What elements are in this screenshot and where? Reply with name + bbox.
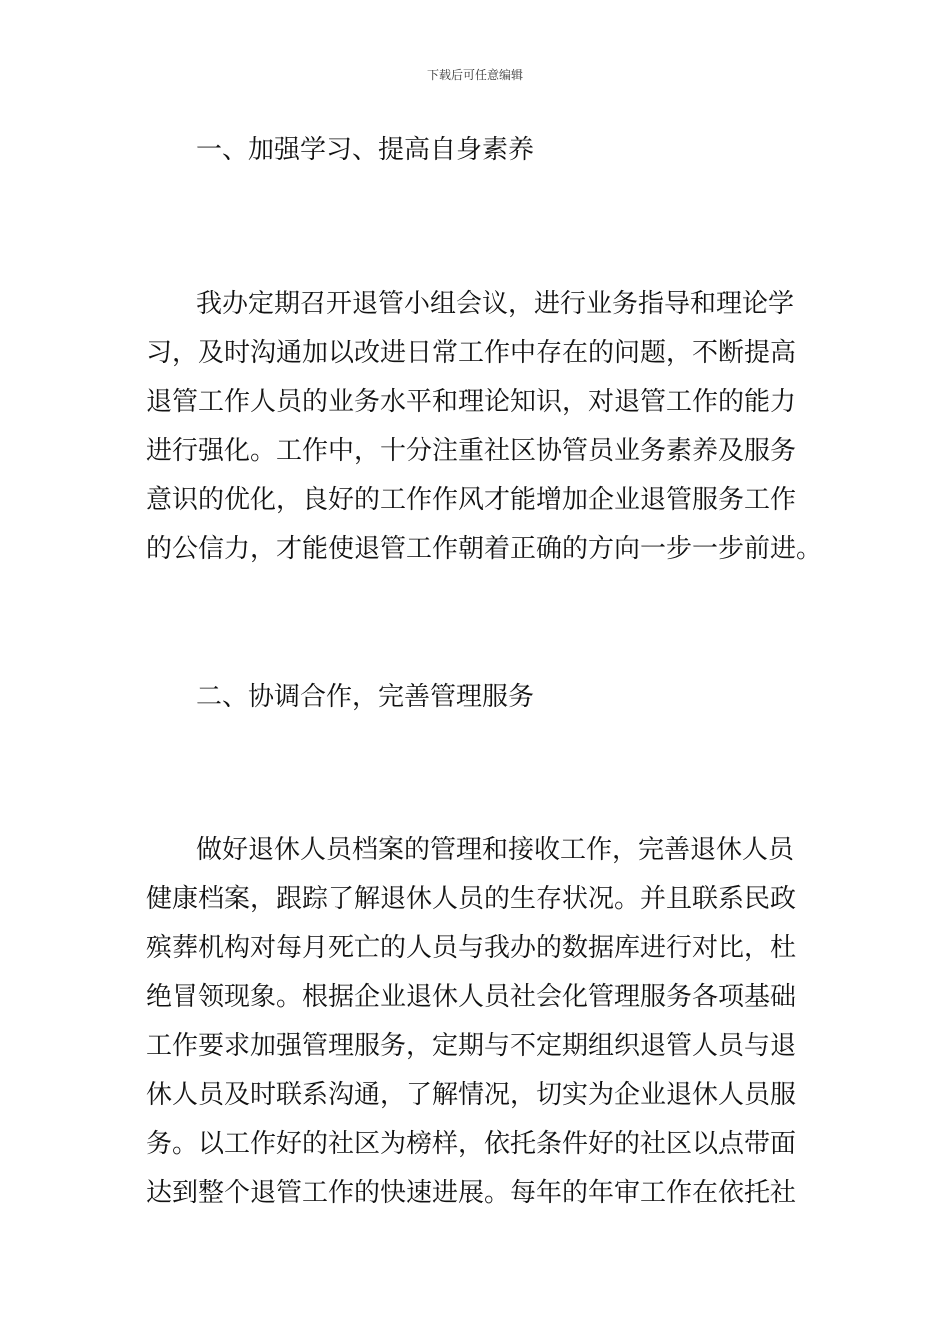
paragraph-line: 进行强化。工作中，十分注重社区协管员业务素养及服务 <box>146 436 797 466</box>
header-note: 下载后可任意编辑 <box>426 68 523 82</box>
section-heading: 二、协调合作，完善管理服务 <box>196 682 535 712</box>
paragraph-line: 休人员及时联系沟通，了解情况，切实为企业退休人员服 <box>146 1080 797 1110</box>
paragraph-line: 工作要求加强管理服务，定期与不定期组织退管人员与退 <box>146 1031 797 1061</box>
paragraph-line: 绝冒领现象。根据企业退休人员社会化管理服务各项基础 <box>146 982 797 1012</box>
paragraph-line: 意识的优化，良好的工作作风才能增加企业退管服务工作 <box>146 485 797 515</box>
paragraph-line: 务。以工作好的社区为榜样，依托条件好的社区以点带面 <box>146 1129 797 1159</box>
paragraph-line: 我办定期召开退管小组会议，进行业务指导和理论学 <box>196 289 795 319</box>
paragraph-line: 习，及时沟通加以改进日常工作中存在的问题，不断提高 <box>146 338 797 368</box>
paragraph <box>146 826 806 1218</box>
section-heading: 一、加强学习、提高自身素养 <box>196 135 535 165</box>
paragraph-line: 退管工作人员的业务水平和理论知识，对退管工作的能力 <box>146 387 797 417</box>
paragraph-line: 殡葬机构对每月死亡的人员与我办的数据库进行对比，杜 <box>146 933 797 963</box>
paragraph <box>146 280 823 574</box>
paragraph-line: 健康档案，跟踪了解退休人员的生存状况。并且联系民政 <box>146 884 797 914</box>
paragraph-line: 达到整个退管工作的快速进展。每年的年审工作在依托社 <box>146 1178 797 1208</box>
paragraph-line: 的公信力，才能使退管工作朝着正确的方向一步一步前进。 <box>146 534 823 564</box>
paragraph-line: 做好退休人员档案的管理和接收工作，完善退休人员 <box>196 835 795 865</box>
